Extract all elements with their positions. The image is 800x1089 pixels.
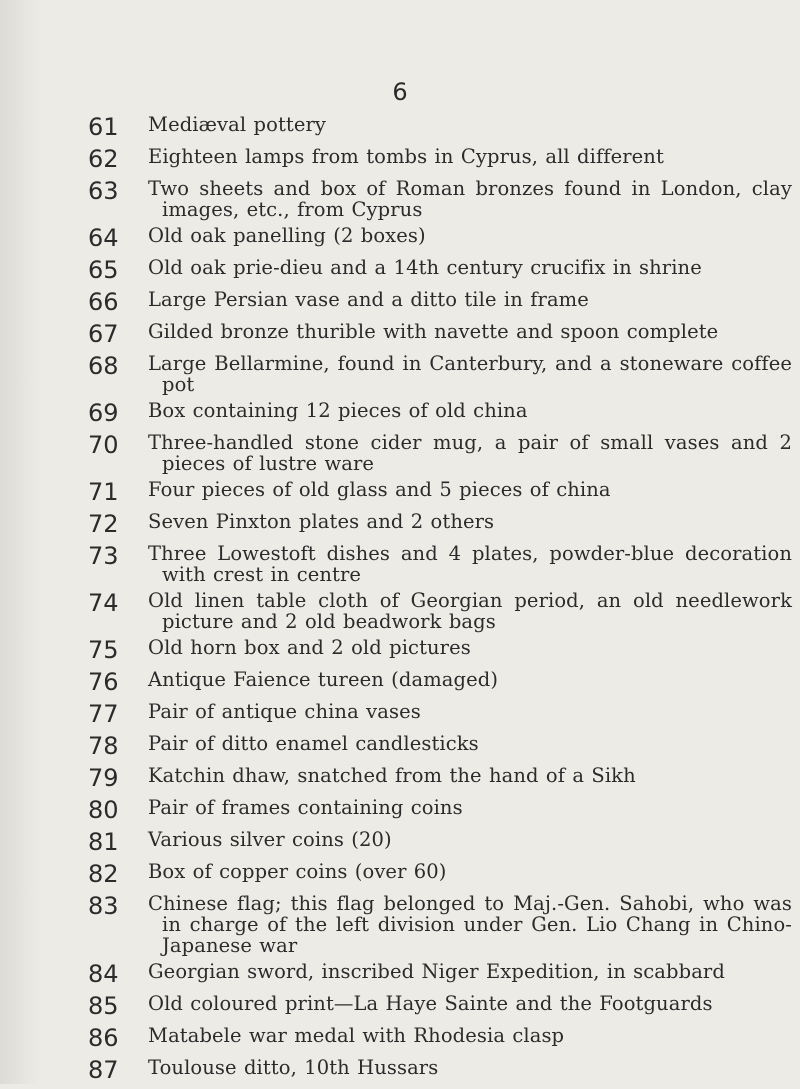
lot-number: 75 <box>88 636 119 664</box>
lot-number: 77 <box>88 700 119 728</box>
lot-entry <box>88 993 792 1020</box>
page-number: 6 <box>392 78 408 106</box>
lot-entry <box>88 146 792 173</box>
lot-description: Old linen table cloth of Georgian period, an old needlework picture and 2 old beadwork bags <box>148 589 792 633</box>
lot-entry <box>88 590 792 632</box>
lot-description: Antique Faience tureen (damaged) <box>148 668 499 691</box>
lot-number: 83 <box>88 892 119 920</box>
lot-entry <box>88 893 792 956</box>
lot-entry <box>88 257 792 284</box>
lot-entry <box>88 861 792 888</box>
lot-number: 87 <box>88 1056 119 1084</box>
lot-entry <box>88 225 792 252</box>
lot-number: 84 <box>88 960 119 988</box>
lot-entry <box>88 432 792 474</box>
lot-list <box>88 114 792 1089</box>
lot-number: 64 <box>88 224 119 252</box>
lot-number: 65 <box>88 256 119 284</box>
lot-entry <box>88 829 792 856</box>
lot-description: Seven Pinxton plates and 2 others <box>148 510 495 533</box>
lot-number: 86 <box>88 1024 119 1052</box>
lot-entry <box>88 733 792 760</box>
lot-entry <box>88 1025 792 1052</box>
lot-description: Pair of frames containing coins <box>148 796 463 819</box>
lot-description: Old oak prie-dieu and a 14th century crucifix in shrine <box>148 256 702 279</box>
lot-number: 73 <box>88 542 119 570</box>
lot-entry <box>88 701 792 728</box>
lot-entry <box>88 1057 792 1084</box>
lot-number: 74 <box>88 589 119 617</box>
lot-description: Old horn box and 2 old pictures <box>148 636 471 659</box>
lot-entry <box>88 400 792 427</box>
lot-description: Georgian sword, inscribed Niger Expedition, in scabbard <box>148 960 725 983</box>
lot-number: 71 <box>88 478 119 506</box>
lot-number: 78 <box>88 732 119 760</box>
lot-entry <box>88 961 792 988</box>
lot-description: Matabele war medal with Rhodesia clasp <box>148 1024 565 1047</box>
lot-description: Three-handled stone cider mug, a pair of small vases and 2 pieces of lustre ware <box>148 431 792 475</box>
lot-number: 85 <box>88 992 119 1020</box>
lot-number: 81 <box>88 828 119 856</box>
lot-number: 69 <box>88 399 119 427</box>
lot-description: Chinese flag; this flag belonged to Maj.-Gen. Sahobi, who was in charge of the left division under Gen. Lio Chang in Chino-Japanese war <box>148 892 792 957</box>
lot-description: Pair of ditto enamel candlesticks <box>148 732 479 755</box>
page-edge-shadow <box>0 0 40 1084</box>
lot-number: 82 <box>88 860 119 888</box>
lot-entry <box>88 511 792 538</box>
lot-description: Three Lowestoft dishes and 4 plates, powder-blue decoration with crest in centre <box>148 542 792 586</box>
lot-description: Pair of antique china vases <box>148 700 421 723</box>
lot-number: 63 <box>88 177 119 205</box>
lot-entry <box>88 353 792 395</box>
lot-description: Old oak panelling (2 boxes) <box>148 224 426 247</box>
lot-number: 70 <box>88 431 119 459</box>
lot-description: Eighteen lamps from tombs in Cyprus, all different <box>148 145 664 168</box>
lot-entry <box>88 321 792 348</box>
lot-entry <box>88 289 792 316</box>
lot-description: Various silver coins (20) <box>148 828 392 851</box>
lot-description: Toulouse ditto, 10th Hussars <box>148 1056 439 1079</box>
lot-number: 76 <box>88 668 119 696</box>
lot-number: 67 <box>88 320 119 348</box>
lot-description: Gilded bronze thurible with navette and spoon complete <box>148 320 719 343</box>
lot-number: 72 <box>88 510 119 538</box>
lot-number: 79 <box>88 764 119 792</box>
lot-description: Katchin dhaw, snatched from the hand of a Sikh <box>148 764 636 787</box>
lot-description: Large Persian vase and a ditto tile in frame <box>148 288 589 311</box>
lot-entry <box>88 637 792 664</box>
lot-description: Box containing 12 pieces of old china <box>148 399 528 422</box>
lot-entry <box>88 114 792 141</box>
lot-description: Two sheets and box of Roman bronzes found in London, clay images, etc., from Cyprus <box>148 177 792 221</box>
lot-description: Mediæval pottery <box>148 113 327 136</box>
lot-entry <box>88 178 792 220</box>
lot-description: Four pieces of old glass and 5 pieces of china <box>148 478 611 501</box>
lot-number: 61 <box>88 113 119 141</box>
lot-number: 62 <box>88 145 119 173</box>
lot-entry <box>88 479 792 506</box>
lot-description: Large Bellarmine, found in Canterbury, and a stoneware coffee pot <box>148 352 792 396</box>
lot-number: 80 <box>88 796 119 824</box>
lot-number: 68 <box>88 352 119 380</box>
lot-description: Old coloured print—La Haye Sainte and the Footguards <box>148 992 713 1015</box>
lot-entry <box>88 669 792 696</box>
lot-number: 66 <box>88 288 119 316</box>
lot-entry <box>88 797 792 824</box>
lot-entry <box>88 765 792 792</box>
lot-description: Box of copper coins (over 60) <box>148 860 447 883</box>
lot-entry <box>88 543 792 585</box>
